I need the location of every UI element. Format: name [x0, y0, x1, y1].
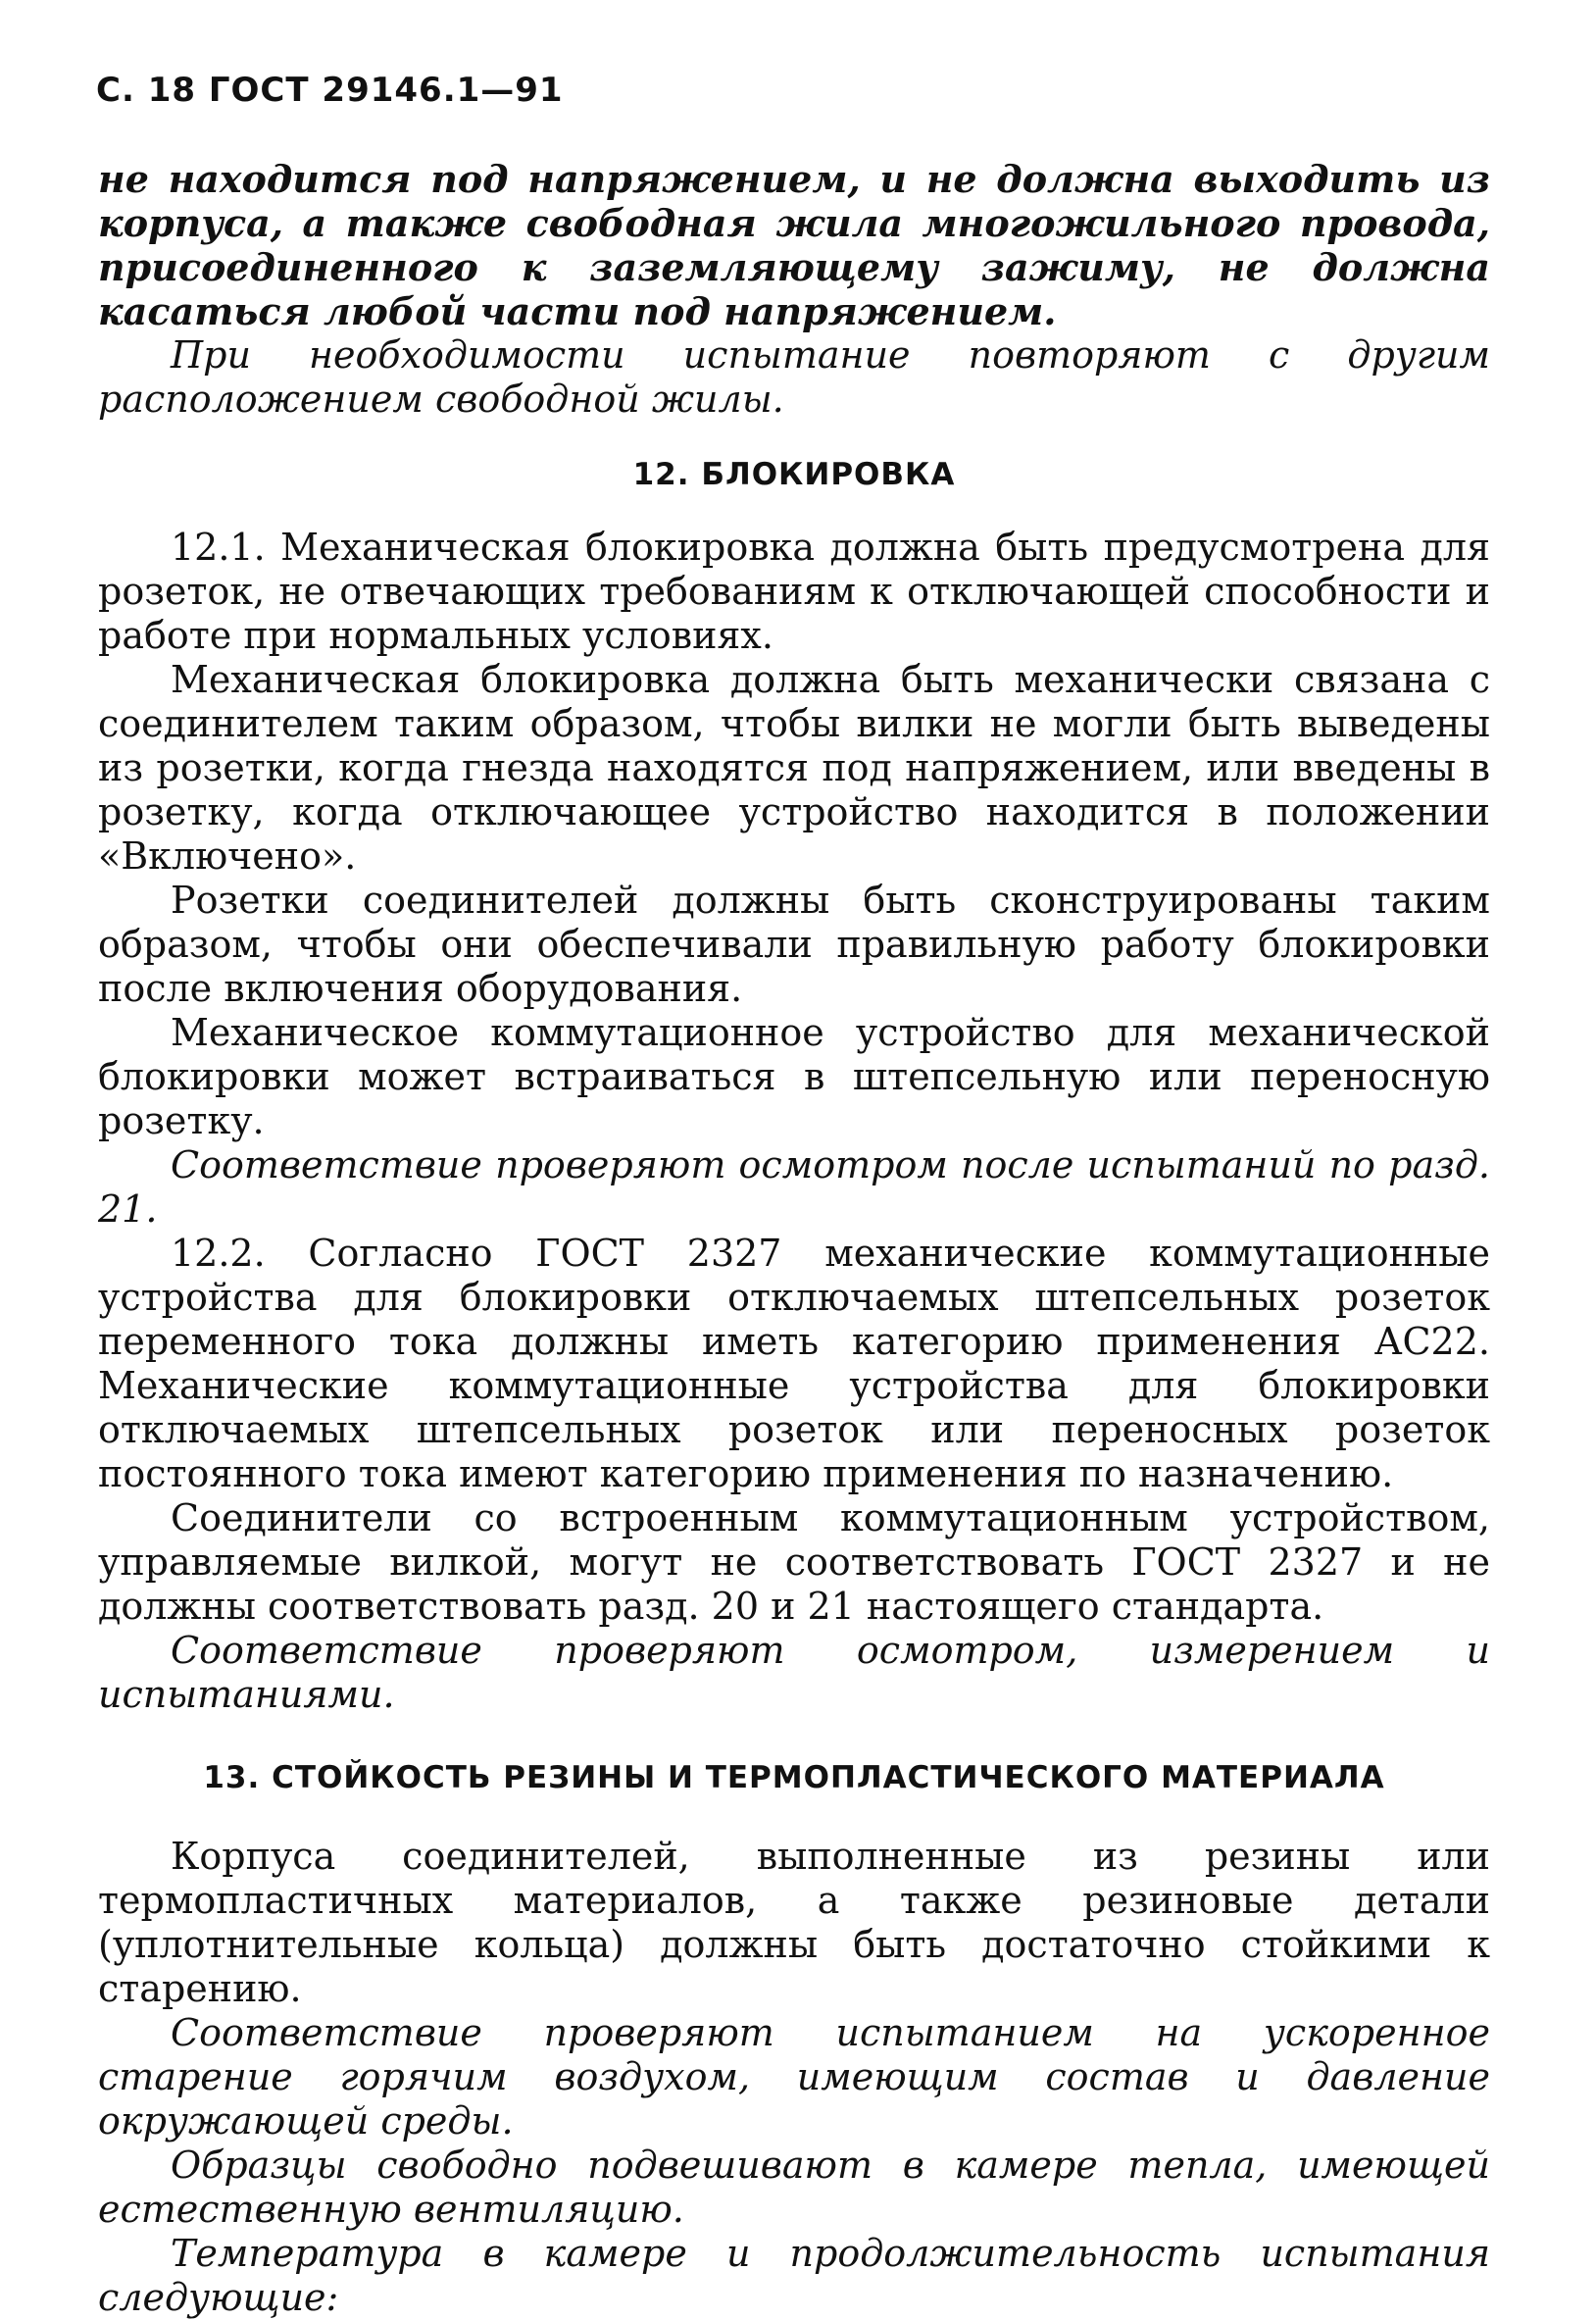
plug-operated-connectors-paragraph: Соединители со встроенным коммутационным устройством, управляемые вилкой, могут не соответствовать ГОСТ 2327 и не должны соответствовать разд. 20 и 21 настоящего стандарта.: [98, 1496, 1490, 1628]
continuation-paragraph: не находится под напряжением, и не должна выходить из корпуса, а также свободная жила многожильного провода, присоединенного к заземляющему зажиму, не должна касаться любой части под напряжением.: [98, 157, 1490, 333]
compliance-check-paragraph: Соответствие проверяют осмотром после испытаний по разд. 21.: [98, 1143, 1490, 1231]
repeat-test-paragraph: При необходимости испытание повторяют с другим расположением свободной жилы.: [98, 333, 1490, 421]
interlock-connection-paragraph: Механическая блокировка должна быть механически связана с соединителем таким образом, чтобы вилки не могли быть выведены из розетки, когда гнезда находятся под напряжением, или введены в розетку, когда отключающее устройство находится в положении «Включено».: [98, 658, 1490, 878]
page-header: С. 18 ГОСТ 29146.1—91: [96, 71, 564, 110]
socket-design-paragraph: Розетки соединителей должны быть сконструированы таким образом, чтобы они обеспечивали правильную работу блокировки после включения оборудования.: [98, 879, 1490, 1010]
clause-12-1-paragraph: 12.1. Механическая блокировка должна быть предусмотрена для розеток, не отвечающих требованиям к отключающей способности и работе при нормальных условиях.: [98, 526, 1490, 657]
temperature-duration-paragraph: Температура в камере и продолжительность испытания следующие:: [98, 2232, 1490, 2319]
switching-device-paragraph: Механическое коммутационное устройство для механической блокировки может встраиваться в штепсельную или переносную розетку.: [98, 1011, 1490, 1142]
samples-suspension-paragraph: Образцы свободно подвешивают в камере тепла, имеющей естественную вентиляцию.: [98, 2143, 1490, 2231]
compliance-check-paragraph-2: Соответствие проверяют осмотром, измерением и испытаниями.: [98, 1629, 1490, 1716]
section-12-title: 12. БЛОКИРОВКА: [632, 457, 956, 492]
rubber-parts-paragraph: Корпуса соединителей, выполненные из резины или термопластичных материалов, а также резиновые детали (уплотнительные кольца) должны быть достаточно стойкими к старению.: [98, 1835, 1490, 2010]
page-content: [98, 157, 1490, 2320]
clause-12-2-paragraph: 12.2. Согласно ГОСТ 2327 механические коммутационные устройства для блокировки отключаемых штепсельных розеток переменного тока должны иметь категорию применения АС22. Механические коммутационные устройства для блокировки отключаемых штепсельных розеток или переносных розеток постоянного тока имеют категорию применения по назначению.: [98, 1232, 1490, 1495]
ageing-test-paragraph: Соответствие проверяют испытанием на ускоренное старение горячим воздухом, имеющим состав и давление окружающей среды.: [98, 2011, 1490, 2143]
section-13-title: 13. СТОЙКОСТЬ РЕЗИНЫ И ТЕРМОПЛАСТИЧЕСКОГО МАТЕРИАЛА: [203, 1760, 1385, 1795]
